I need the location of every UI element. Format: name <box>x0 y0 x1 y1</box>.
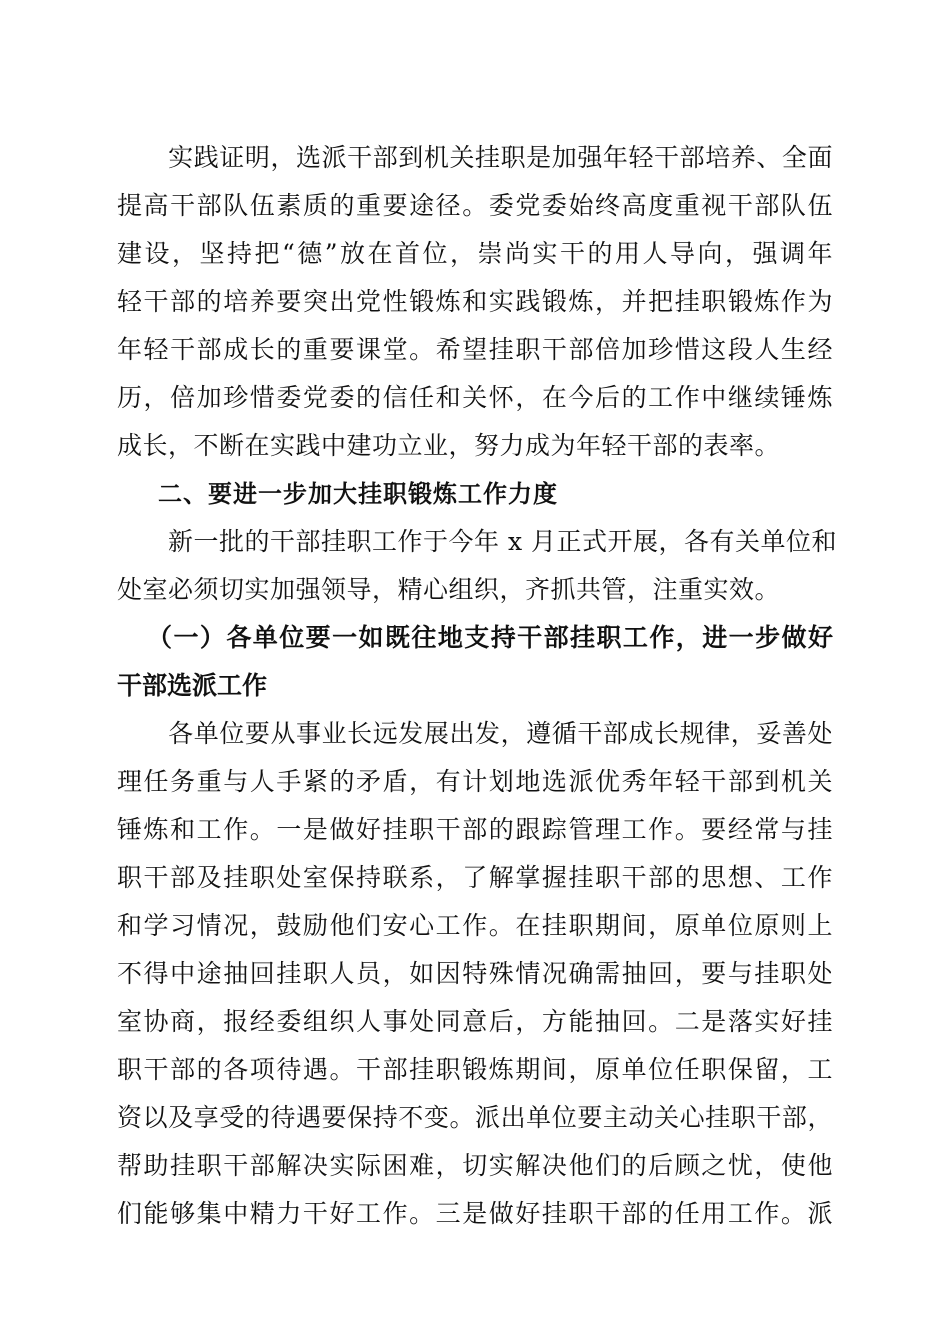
paragraph-1-line-1: 实践证明，选派干部到机关挂职是加强年轻干部培养、全面 <box>117 143 833 172</box>
subheading-1-line-1: （一）各单位要一如既往地支持干部挂职工作，进一步做好 <box>147 623 833 652</box>
paragraph-1-line-7: 成长，不断在实践中建功立业，努力成为年轻干部的表率。 <box>117 431 781 460</box>
paragraph-3-line-9: 资以及享受的待遇要保持不变。派出单位要主动关心挂职干部， <box>117 1103 833 1132</box>
paragraph-3-line-11: 们能够集中精力干好工作。三是做好挂职干部的任用工作。派 <box>117 1199 833 1228</box>
paragraph-3-line-10: 帮助挂职干部解决实际困难，切实解决他们的后顾之忧，使他 <box>117 1151 833 1180</box>
paragraph-1-line-5: 年轻干部成长的重要课堂。希望挂职干部倍加珍惜这段人生经 <box>117 335 833 364</box>
paragraph-3-line-3: 锤炼和工作。一是做好挂职干部的跟踪管理工作。要经常与挂 <box>117 815 833 844</box>
paragraph-1-line-2: 提高干部队伍素质的重要途径。委党委始终高度重视干部队伍 <box>117 191 833 220</box>
paragraph-1-line-3: 建设，坚持把“德”放在首位，崇尚实干的用人导向，强调年 <box>117 239 833 268</box>
paragraph-2-line-2: 处室必须切实加强领导，精心组织，齐抓共管，注重实效。 <box>117 575 781 604</box>
section-heading-2: 二、要进一步加大挂职锻炼工作力度 <box>158 480 558 508</box>
paragraph-3-line-7: 室协商，报经委组织人事处同意后，方能抽回。二是落实好挂 <box>117 1007 833 1036</box>
paragraph-3-line-4: 职干部及挂职处室保持联系，了解掌握挂职干部的思想、工作 <box>117 863 833 892</box>
paragraph-3-line-1: 各单位要从事业长远发展出发，遵循干部成长规律，妥善处 <box>117 719 833 748</box>
paragraph-3-line-2: 理任务重与人手紧的矛盾，有计划地选派优秀年轻干部到机关 <box>117 767 833 796</box>
paragraph-3-line-5: 和学习情况，鼓励他们安心工作。在挂职期间，原单位原则上 <box>117 911 833 940</box>
paragraph-3-line-8: 职干部的各项待遇。干部挂职锻炼期间，原单位任职保留，工 <box>117 1055 833 1084</box>
paragraph-3-line-6: 不得中途抽回挂职人员，如因特殊情况确需抽回，要与挂职处 <box>117 959 833 988</box>
subheading-1-line-2: 干部选派工作 <box>117 671 268 700</box>
paragraph-1-line-6: 历，倍加珍惜委党委的信任和关怀，在今后的工作中继续锤炼 <box>117 383 833 412</box>
paragraph-1-line-4: 轻干部的培养要突出党性锻炼和实践锻炼，并把挂职锻炼作为 <box>117 287 833 316</box>
paragraph-2-line-1: 新一批的干部挂职工作于今年 x 月正式开展，各有关单位和 <box>117 527 837 556</box>
